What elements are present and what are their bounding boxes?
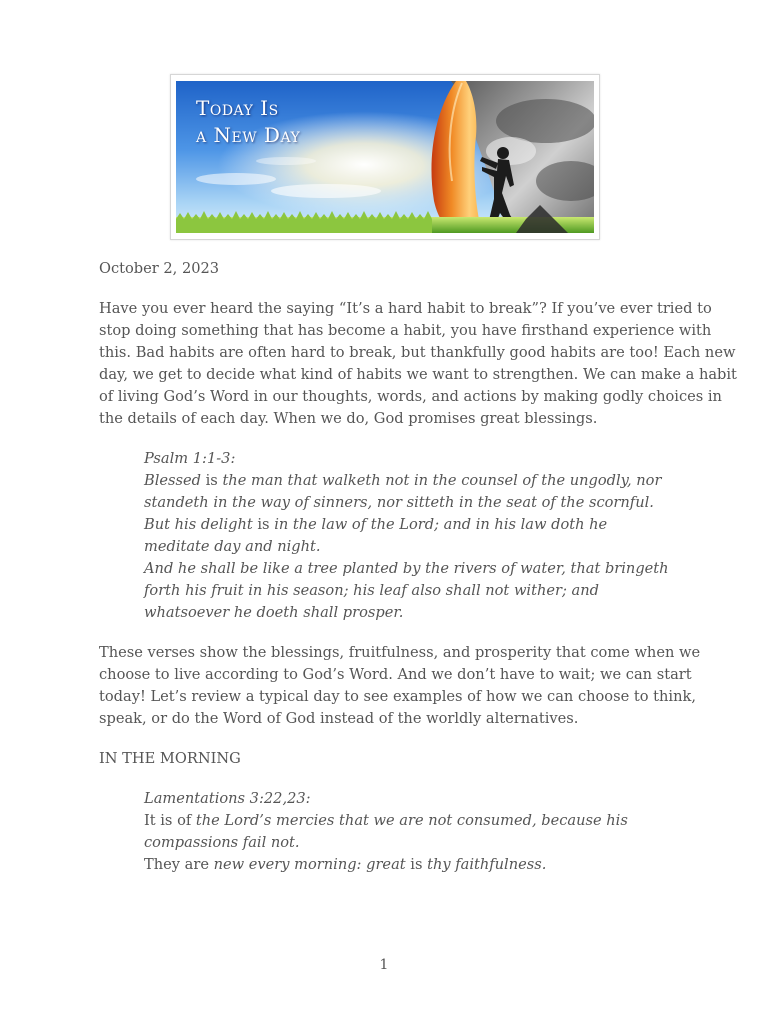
psalm-verse-line: [144, 514, 664, 536]
banner-image: [176, 81, 594, 233]
section-heading: IN THE MORNING: [99, 750, 241, 767]
lamentations-verse-line: [144, 854, 664, 876]
intro-line: this. Bad habits are often hard to break, but thankfully good habits are too! Each new: [99, 344, 736, 361]
lamentations-verse-line: compassions fail not.: [144, 834, 300, 851]
middle-line: speak, or do the Word of God instead of the worldly alternatives.: [99, 710, 579, 727]
psalm-text: the man that walketh not in the counsel of the ungodly, nor: [222, 472, 662, 489]
lamentations-text: thy faithfulness.: [427, 856, 547, 873]
psalm-text: is: [252, 516, 275, 533]
psalm-verse-line: [144, 470, 664, 492]
psalm-text: is: [201, 472, 223, 489]
psalm-verse-line: forth his fruit in his season; his leaf also shall not wither; and: [144, 582, 599, 599]
page-number: 1: [379, 957, 389, 973]
lamentations-verse-line: [144, 810, 664, 832]
document-date: October 2, 2023: [99, 260, 220, 277]
lamentations-text: It is of: [144, 812, 196, 829]
banner-title: [196, 95, 300, 149]
lamentations-text: new every morning: great: [213, 856, 406, 873]
psalm-verse-line: meditate day and night.: [144, 538, 321, 555]
lamentations-quote: [144, 788, 664, 876]
psalm-text: in the law of the Lord; and in his law doth he: [274, 516, 608, 533]
psalm-quote: [144, 448, 669, 624]
intro-line: of living God’s Word in our thoughts, words, and actions by making godly choices in: [99, 388, 722, 405]
banner-title-line2: a New Day: [196, 123, 301, 147]
lamentations-text: They are: [144, 856, 214, 873]
lamentations-text: the Lord’s mercies that we are not consumed, because his: [195, 812, 628, 829]
intro-paragraph: [99, 298, 737, 430]
psalm-verse-line: And he shall be like a tree planted by the rivers of water, that bringeth: [144, 560, 669, 577]
middle-line: These verses show the blessings, fruitfulness, and prosperity that come when we: [99, 644, 701, 661]
psalm-text: Blessed: [144, 472, 201, 489]
banner-frame: [170, 74, 600, 240]
intro-line: stop doing something that has become a habit, you have firsthand experience with: [99, 322, 712, 339]
intro-line: day, we get to decide what kind of habits we want to strengthen. We can make a habit: [99, 366, 737, 383]
middle-line: today! Let’s review a typical day to see examples of how we can choose to think,: [99, 688, 696, 705]
psalm-reference: Psalm 1:1-3:: [144, 450, 236, 467]
lamentations-reference: Lamentations 3:22,23:: [144, 790, 311, 807]
psalm-verse-line: standeth in the way of sinners, nor sitteth in the seat of the scornful.: [144, 494, 654, 511]
psalm-text: But his delight: [144, 516, 253, 533]
intro-line: Have you ever heard the saying “It’s a hard habit to break”? If you’ve ever tried to: [99, 300, 712, 317]
banner-title-line1: Today Is: [196, 96, 279, 120]
intro-line: the details of each day. When we do, God promises great blessings.: [99, 410, 598, 427]
middle-line: choose to live according to God’s Word. And we don’t have to wait; we can start: [99, 666, 692, 683]
middle-paragraph: [99, 642, 701, 730]
lamentations-text: is: [405, 856, 428, 873]
psalm-verse-line: whatsoever he doeth shall prosper.: [144, 604, 404, 621]
